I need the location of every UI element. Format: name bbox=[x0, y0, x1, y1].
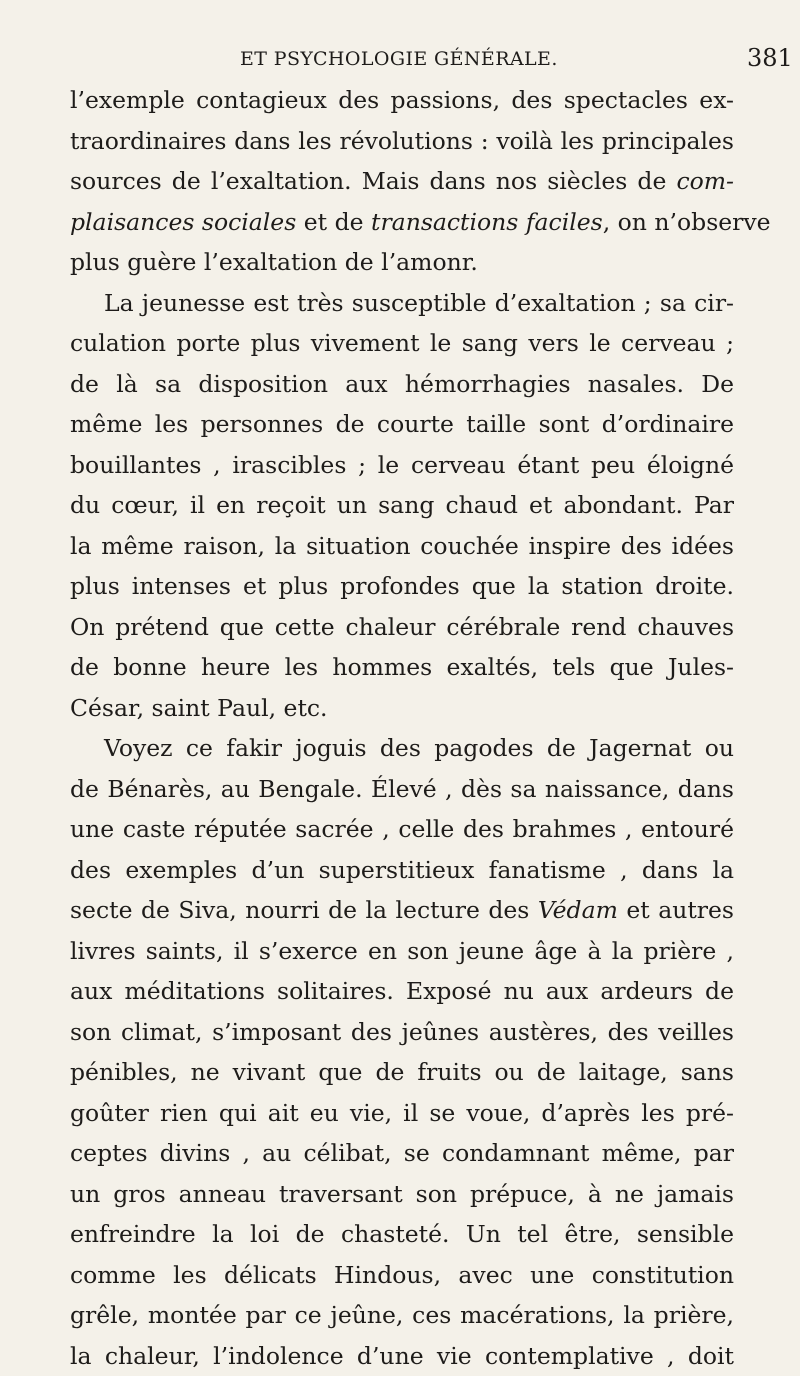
text-line bbox=[70, 647, 734, 688]
text-run: même les personnes de courte taille sont d’ordinaire bbox=[70, 410, 734, 438]
text-line bbox=[70, 1336, 734, 1376]
text-run: la même raison, la situation couchée inspire des idées bbox=[70, 532, 734, 560]
text-line bbox=[70, 404, 734, 445]
text-line bbox=[70, 931, 734, 972]
text-run: pénibles, ne vivant que de fruits ou de laitage, sans bbox=[70, 1058, 734, 1086]
text-run: et autres bbox=[618, 896, 734, 924]
text-line bbox=[70, 1214, 734, 1255]
text-run: grêle, montée par ce jeûne, ces macérations, la prière, bbox=[70, 1301, 734, 1329]
text-run: La jeunesse est très susceptible d’exaltation ; sa cir- bbox=[104, 289, 734, 317]
text-line bbox=[70, 688, 734, 729]
text-line bbox=[70, 1255, 734, 1296]
text-line bbox=[70, 1295, 734, 1336]
text-run: comme les délicats Hindous, avec une constitution bbox=[70, 1261, 734, 1289]
text-line bbox=[70, 242, 734, 283]
text-line bbox=[70, 283, 734, 324]
text-run: et de bbox=[296, 208, 371, 236]
text-run: traordinaires dans les révolutions : voilà les principales bbox=[70, 127, 734, 155]
text-line bbox=[70, 566, 734, 607]
text-line bbox=[70, 1052, 734, 1093]
text-run: la chaleur, l’indolence d’une vie contemplative , doit bbox=[70, 1342, 734, 1370]
text-run: , on n’observe bbox=[603, 208, 771, 236]
text-run: secte de Siva, nourri de la lecture des bbox=[70, 896, 538, 924]
running-title: ET PSYCHOLOGIE GÉNÉRALE. bbox=[240, 48, 558, 70]
text-line bbox=[70, 728, 734, 769]
text-run: César, saint Paul, etc. bbox=[70, 694, 328, 722]
text-run: Voyez ce fakir joguis des pagodes de Jagernat ou bbox=[104, 734, 734, 762]
text-run: l’exemple contagieux des passions, des spectacles ex- bbox=[70, 86, 734, 114]
text-line bbox=[70, 850, 734, 891]
text-run: plus guère l’exaltation de l’amonr. bbox=[70, 248, 478, 276]
text-run: goûter rien qui ait eu vie, il se voue, d’après les pré- bbox=[70, 1099, 734, 1127]
page-header bbox=[0, 44, 800, 78]
text-line bbox=[70, 526, 734, 567]
text-run: livres saints, il s’exerce en son jeune âge à la prière , bbox=[70, 937, 734, 965]
text-line bbox=[70, 607, 734, 648]
text-run: des exemples d’un superstitieux fanatisme , dans la bbox=[70, 856, 734, 884]
text-line bbox=[70, 809, 734, 850]
text-line bbox=[70, 485, 734, 526]
text-line bbox=[70, 80, 734, 121]
text-run: son climat, s’imposant des jeûnes austères, des veilles bbox=[70, 1018, 734, 1046]
text-line bbox=[70, 445, 734, 486]
text-run: un gros anneau traversant son prépuce, à ne jamais bbox=[70, 1180, 734, 1208]
text-run: culation porte plus vivement le sang vers le cerveau ; bbox=[70, 329, 734, 357]
text-run: de là sa disposition aux hémorrhagies nasales. De bbox=[70, 370, 734, 398]
text-line bbox=[70, 1133, 734, 1174]
text-line bbox=[70, 364, 734, 405]
italic-text: com- bbox=[676, 167, 734, 195]
text-line bbox=[70, 1093, 734, 1134]
text-run: enfreindre la loi de chasteté. Un tel être, sensible bbox=[70, 1220, 734, 1248]
text-line bbox=[70, 1174, 734, 1215]
text-run: de Bénarès, au Bengale. Élevé , dès sa naissance, dans bbox=[70, 775, 734, 803]
text-run: ceptes divins , au célibat, se condamnant même, par bbox=[70, 1139, 734, 1167]
text-line bbox=[70, 202, 734, 243]
text-run: aux méditations solitaires. Exposé nu aux ardeurs de bbox=[70, 977, 734, 1005]
italic-text: transactions faciles bbox=[371, 208, 603, 236]
text-line bbox=[70, 1012, 734, 1053]
text-run: une caste réputée sacrée , celle des brahmes , entouré bbox=[70, 815, 734, 843]
text-run: plus intenses et plus profondes que la station droite. bbox=[70, 572, 734, 600]
text-line bbox=[70, 121, 734, 162]
text-line bbox=[70, 971, 734, 1012]
text-run: bouillantes , irascibles ; le cerveau étant peu éloigné bbox=[70, 451, 734, 479]
text-run: du cœur, il en reçoit un sang chaud et abondant. Par bbox=[70, 491, 734, 519]
italic-text: Védam bbox=[538, 896, 618, 924]
page-number: 381 bbox=[747, 44, 793, 72]
text-line bbox=[70, 769, 734, 810]
body-text bbox=[70, 80, 734, 1376]
italic-text: plaisances sociales bbox=[70, 208, 296, 236]
text-run: sources de l’exaltation. Mais dans nos siècles de bbox=[70, 167, 676, 195]
text-run: de bonne heure les hommes exaltés, tels que Jules- bbox=[70, 653, 734, 681]
text-run: On prétend que cette chaleur cérébrale rend chauves bbox=[70, 613, 734, 641]
text-line bbox=[70, 890, 734, 931]
text-line bbox=[70, 323, 734, 364]
text-line bbox=[70, 161, 734, 202]
